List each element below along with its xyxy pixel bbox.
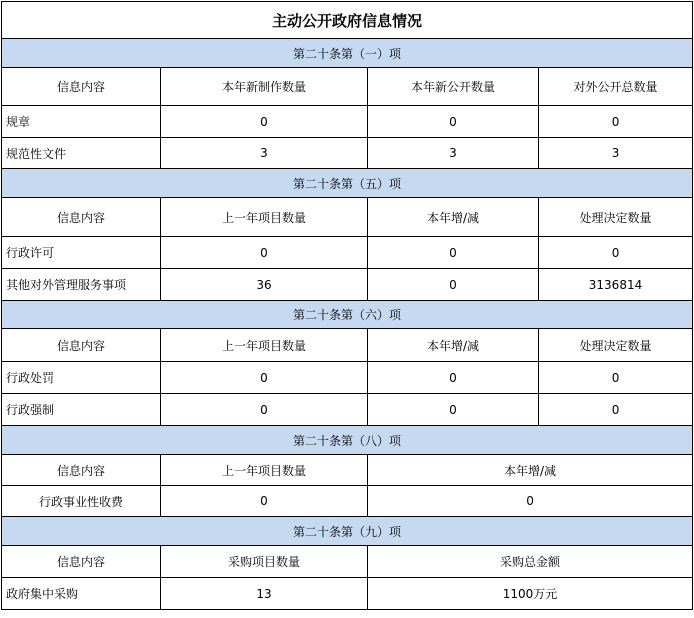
row-label: 行政强制 bbox=[2, 394, 161, 426]
column-header: 采购项目数量 bbox=[161, 546, 368, 578]
column-header-row bbox=[2, 546, 693, 578]
column-header: 信息内容 bbox=[2, 68, 161, 106]
cell-value: 3 bbox=[368, 138, 539, 169]
table-row bbox=[2, 106, 693, 138]
section-heading-row bbox=[2, 517, 693, 546]
cell-value: 0 bbox=[161, 106, 368, 138]
cell-value: 3 bbox=[539, 138, 693, 169]
column-header: 上一年项目数量 bbox=[161, 329, 368, 362]
cell-value: 0 bbox=[539, 237, 693, 269]
cell-value: 3136814 bbox=[539, 269, 693, 301]
column-header-row bbox=[2, 68, 693, 106]
cell-value: 0 bbox=[539, 394, 693, 426]
section-heading-row bbox=[2, 39, 693, 68]
cell-value: 0 bbox=[161, 237, 368, 269]
cell-value: 3 bbox=[161, 138, 368, 169]
column-header: 本年增/减 bbox=[368, 329, 539, 362]
section-heading: 第二十条第（六）项 bbox=[2, 301, 693, 329]
section-heading-row bbox=[2, 426, 693, 455]
table-row bbox=[2, 486, 693, 517]
table-row bbox=[2, 269, 693, 301]
column-header-row bbox=[2, 329, 693, 362]
section-heading: 第二十条第（一）项 bbox=[2, 39, 693, 68]
column-header: 处理决定数量 bbox=[539, 198, 693, 237]
section-heading-row bbox=[2, 301, 693, 329]
column-header: 信息内容 bbox=[2, 455, 161, 486]
column-header: 信息内容 bbox=[2, 198, 161, 237]
column-header-row bbox=[2, 455, 693, 486]
column-header-row bbox=[2, 198, 693, 237]
column-header: 信息内容 bbox=[2, 329, 161, 362]
row-label: 行政处罚 bbox=[2, 362, 161, 394]
cell-value: 0 bbox=[161, 486, 368, 517]
cell-value: 0 bbox=[539, 106, 693, 138]
cell-value: 0 bbox=[161, 394, 368, 426]
row-label: 政府集中采购 bbox=[2, 578, 161, 610]
column-header: 本年新公开数量 bbox=[368, 68, 539, 106]
cell-value: 0 bbox=[368, 269, 539, 301]
section-heading-row bbox=[2, 169, 693, 198]
cell-value: 0 bbox=[539, 362, 693, 394]
cell-value: 1100万元 bbox=[368, 578, 693, 610]
column-header: 处理决定数量 bbox=[539, 329, 693, 362]
column-header: 上一年项目数量 bbox=[161, 455, 368, 486]
table-row bbox=[2, 237, 693, 269]
table-row bbox=[2, 138, 693, 169]
table-row bbox=[2, 578, 693, 610]
cell-value: 0 bbox=[368, 106, 539, 138]
column-header: 本年增/减 bbox=[368, 198, 539, 237]
column-header: 本年新制作数量 bbox=[161, 68, 368, 106]
cell-value: 0 bbox=[368, 394, 539, 426]
cell-value: 0 bbox=[368, 237, 539, 269]
column-header: 对外公开总数量 bbox=[539, 68, 693, 106]
cell-value: 0 bbox=[368, 486, 693, 517]
cell-value: 0 bbox=[161, 362, 368, 394]
row-label: 规范性文件 bbox=[2, 138, 161, 169]
info-disclosure-table bbox=[1, 1, 693, 610]
table-title: 主动公开政府信息情况 bbox=[2, 2, 693, 39]
cell-value: 13 bbox=[161, 578, 368, 610]
column-header: 信息内容 bbox=[2, 546, 161, 578]
row-label: 规章 bbox=[2, 106, 161, 138]
cell-value: 36 bbox=[161, 269, 368, 301]
cell-value: 0 bbox=[368, 362, 539, 394]
column-header: 上一年项目数量 bbox=[161, 198, 368, 237]
section-heading: 第二十条第（九）项 bbox=[2, 517, 693, 546]
row-label: 其他对外管理服务事项 bbox=[2, 269, 161, 301]
table-row bbox=[2, 394, 693, 426]
column-header: 采购总金额 bbox=[368, 546, 693, 578]
table-row bbox=[2, 362, 693, 394]
row-label: 行政事业性收费 bbox=[2, 486, 161, 517]
row-label: 行政许可 bbox=[2, 237, 161, 269]
column-header: 本年增/减 bbox=[368, 455, 693, 486]
title-row bbox=[2, 2, 693, 39]
section-heading: 第二十条第（五）项 bbox=[2, 169, 693, 198]
section-heading: 第二十条第（八）项 bbox=[2, 426, 693, 455]
